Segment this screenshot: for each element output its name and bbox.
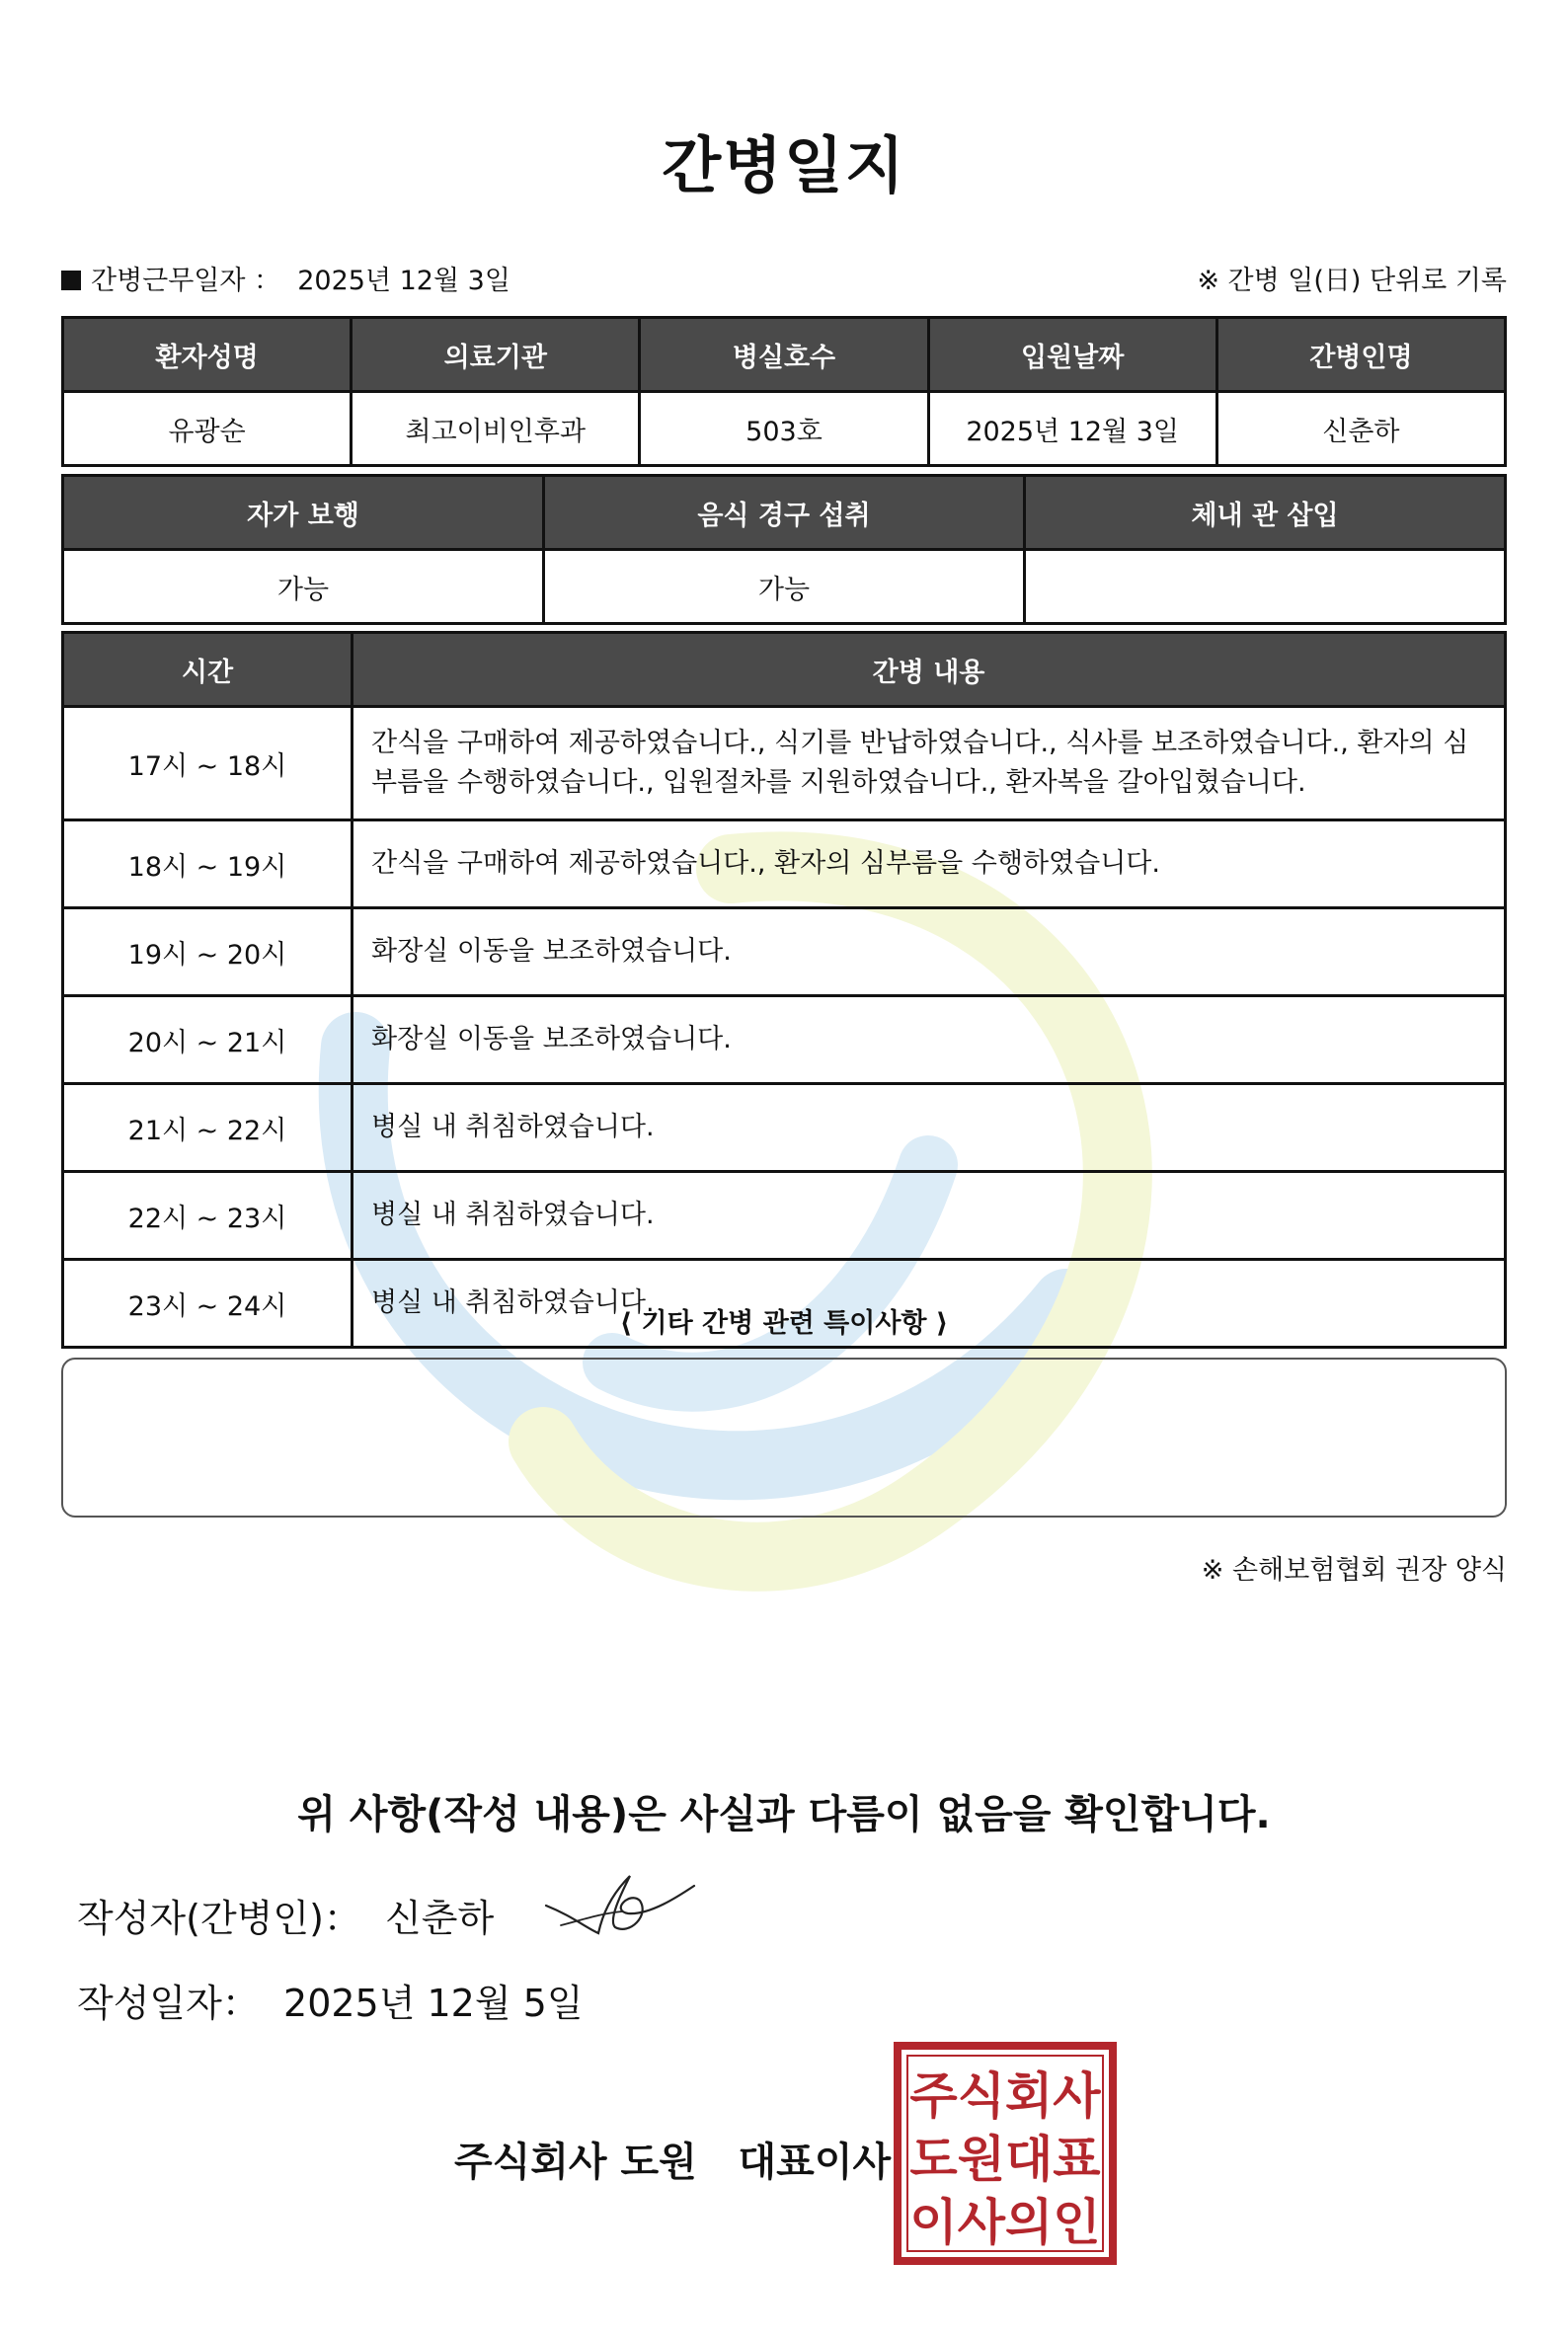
log-row xyxy=(63,820,1506,908)
written-date-label: 작성일자： xyxy=(77,1982,260,2025)
patient-name: 유광순 xyxy=(63,392,352,466)
oral-intake-status: 가능 xyxy=(544,550,1025,624)
signature-mark xyxy=(541,1866,699,1945)
seal-line-1: 주식회사 xyxy=(909,2067,1101,2125)
company-seal xyxy=(894,2042,1117,2265)
log-time: 22시 ~ 23시 xyxy=(63,1172,353,1260)
record-unit-note: ※ 간병 일(日) 단위로 기록 xyxy=(1197,266,1507,296)
log-row xyxy=(63,1172,1506,1260)
log-time: 17시 ~ 18시 xyxy=(63,707,353,820)
writer-label: 작성자(간병인)： xyxy=(77,1897,361,1940)
log-content: 병실 내 취침하였습니다. xyxy=(353,1260,1506,1348)
log-time: 20시 ~ 21시 xyxy=(63,996,353,1084)
hospital-name: 최고이비인후과 xyxy=(352,392,640,466)
written-date-value: 2025년 12월 5일 xyxy=(283,1982,584,2025)
header-walking: 자가 보행 xyxy=(63,476,544,550)
log-content: 병실 내 취침하였습니다. xyxy=(353,1172,1506,1260)
header-admission-date: 입원날짜 xyxy=(928,318,1216,392)
log-content: 화장실 이동을 보조하였습니다. xyxy=(353,908,1506,996)
page-title: 간병일지 xyxy=(662,129,906,201)
walking-status: 가능 xyxy=(63,550,544,624)
work-date xyxy=(61,259,510,297)
header-tube: 체내 관 삽입 xyxy=(1025,476,1506,550)
seal-line-2: 도원대표 xyxy=(909,2131,1101,2188)
log-row xyxy=(63,707,1506,820)
work-date-value: 2025년 12월 3일 xyxy=(297,266,510,296)
header-room: 병실호수 xyxy=(640,318,928,392)
log-time: 23시 ~ 24시 xyxy=(63,1260,353,1348)
writer-line xyxy=(77,1888,494,1942)
admission-date: 2025년 12월 3일 xyxy=(928,392,1216,466)
written-date-line xyxy=(77,1973,584,2027)
log-row xyxy=(63,908,1506,996)
patient-status-table xyxy=(61,474,1507,625)
header-time: 시간 xyxy=(63,633,353,707)
log-content: 간식을 구매하여 제공하였습니다., 식기를 반납하였습니다., 식사를 보조하였습니다., 환자의 심부름을 수행하였습니다., 입원절차를 지원하였습니다., 환자복을 갈아입혔습니다. xyxy=(353,707,1506,820)
room-number: 503호 xyxy=(640,392,928,466)
header-care-content: 간병 내용 xyxy=(353,633,1506,707)
form-source-note: ※ 손해보험협회 권장 양식 xyxy=(1201,1555,1507,1586)
log-row xyxy=(63,996,1506,1084)
work-date-label: 간병근무일자 ： xyxy=(91,266,281,296)
log-content: 화장실 이동을 보조하였습니다. xyxy=(353,996,1506,1084)
notes-title: ⟨ 기타 간병 관련 특이사항 ⟩ xyxy=(619,1308,949,1339)
log-time: 18시 ~ 19시 xyxy=(63,820,353,908)
square-bullet-icon xyxy=(61,271,81,290)
writer-name: 신춘하 xyxy=(385,1897,495,1940)
log-row xyxy=(63,1084,1506,1172)
header-caregiver: 간병인명 xyxy=(1216,318,1505,392)
care-log-table xyxy=(61,631,1507,1349)
notes-box xyxy=(61,1358,1507,1518)
confirmation-statement: 위 사항(작성 내용)은 사실과 다름이 없음을 확인합니다. xyxy=(297,1792,1271,1837)
patient-info-table xyxy=(61,316,1507,467)
header-oral-intake: 음식 경구 섭취 xyxy=(544,476,1025,550)
seal-line-3: 이사의인 xyxy=(909,2194,1101,2251)
log-content: 병실 내 취침하였습니다. xyxy=(353,1084,1506,1172)
log-time: 19시 ~ 20시 xyxy=(63,908,353,996)
header-hospital: 의료기관 xyxy=(352,318,640,392)
header-patient-name: 환자성명 xyxy=(63,318,352,392)
tube-status xyxy=(1025,550,1506,624)
log-time: 21시 ~ 22시 xyxy=(63,1084,353,1172)
log-content: 간식을 구매하여 제공하였습니다., 환자의 심부름을 수행하였습니다. xyxy=(353,820,1506,908)
caregiver-name: 신춘하 xyxy=(1216,392,1505,466)
company-signature: 주식회사 도원 대표이사 xyxy=(454,2140,892,2185)
